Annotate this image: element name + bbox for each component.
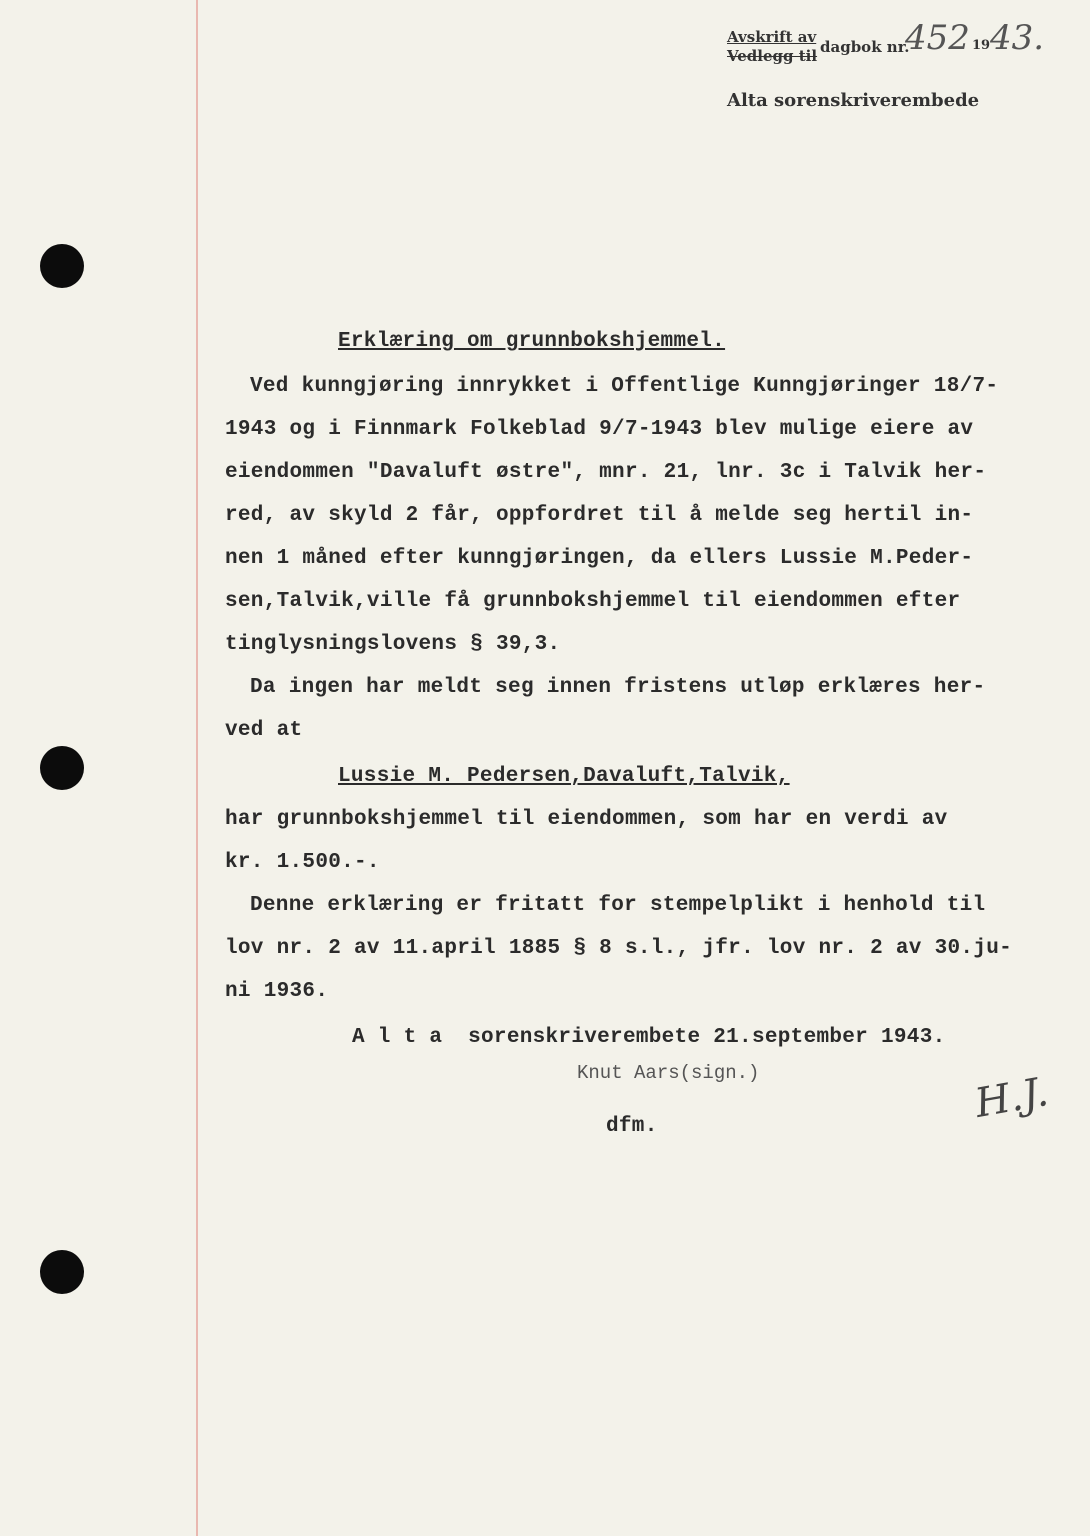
punch-hole bbox=[40, 1250, 84, 1294]
text-line: kr. 1.500.-. bbox=[225, 851, 380, 874]
header-prefix-struck: Vedlegg til bbox=[727, 47, 818, 65]
text-line: Ved kunngjøring innrykket i Offentlige Kunngjøringer 18/7- bbox=[250, 375, 999, 398]
place-date: A l t a sorenskriverembete 21.september 1943. bbox=[352, 1026, 946, 1049]
text-line: Da ingen har meldt seg innen fristens utløp erklæres her- bbox=[250, 676, 986, 699]
document-title: Erklæring om grunnbokshjemmel. bbox=[338, 330, 726, 353]
handwritten-initials: H.J. bbox=[971, 1068, 1052, 1128]
margin-rule bbox=[196, 0, 198, 1536]
text-line: red, av skyld 2 får, oppfordret til å melde seg hertil in- bbox=[225, 504, 974, 527]
dagbok-number: 452 bbox=[905, 18, 970, 58]
punch-hole bbox=[40, 244, 84, 288]
text-line: sen,Talvik,ville få grunnbokshjemmel til eiendommen efter bbox=[225, 590, 961, 613]
year-prefix: 19 bbox=[972, 38, 991, 53]
header-prefix: Avskrift av bbox=[727, 28, 817, 46]
text-line: har grunnbokshjemmel til eiendommen, som har en verdi av bbox=[225, 808, 948, 831]
owner-name: Lussie M. Pedersen,Davaluft,Talvik, bbox=[338, 765, 790, 788]
year-suffix: 43. bbox=[990, 18, 1045, 58]
dfm-mark: dfm. bbox=[606, 1115, 658, 1138]
text-line: ved at bbox=[225, 719, 303, 742]
dagbok-label: dagbok nr. bbox=[820, 38, 910, 56]
signature: Knut Aars(sign.) bbox=[577, 1062, 760, 1084]
text-line: nen 1 måned efter kunngjøringen, da ellers Lussie M.Peder- bbox=[225, 547, 974, 570]
text-line: lov nr. 2 av 11.april 1885 § 8 s.l., jfr. lov nr. 2 av 30.ju- bbox=[225, 937, 1013, 960]
text-line: tinglysningslovens § 39,3. bbox=[225, 633, 561, 656]
text-line: eiendommen "Davaluft østre", mnr. 21, lnr. 3c i Talvik her- bbox=[225, 461, 987, 484]
office-name: Alta sorenskriverembede bbox=[727, 90, 980, 111]
text-line: 1943 og i Finnmark Folkeblad 9/7-1943 blev mulige eiere av bbox=[225, 418, 974, 441]
text-line: ni 1936. bbox=[225, 980, 329, 1003]
punch-hole bbox=[40, 746, 84, 790]
text-line: Denne erklæring er fritatt for stempelplikt i henhold til bbox=[250, 894, 986, 917]
